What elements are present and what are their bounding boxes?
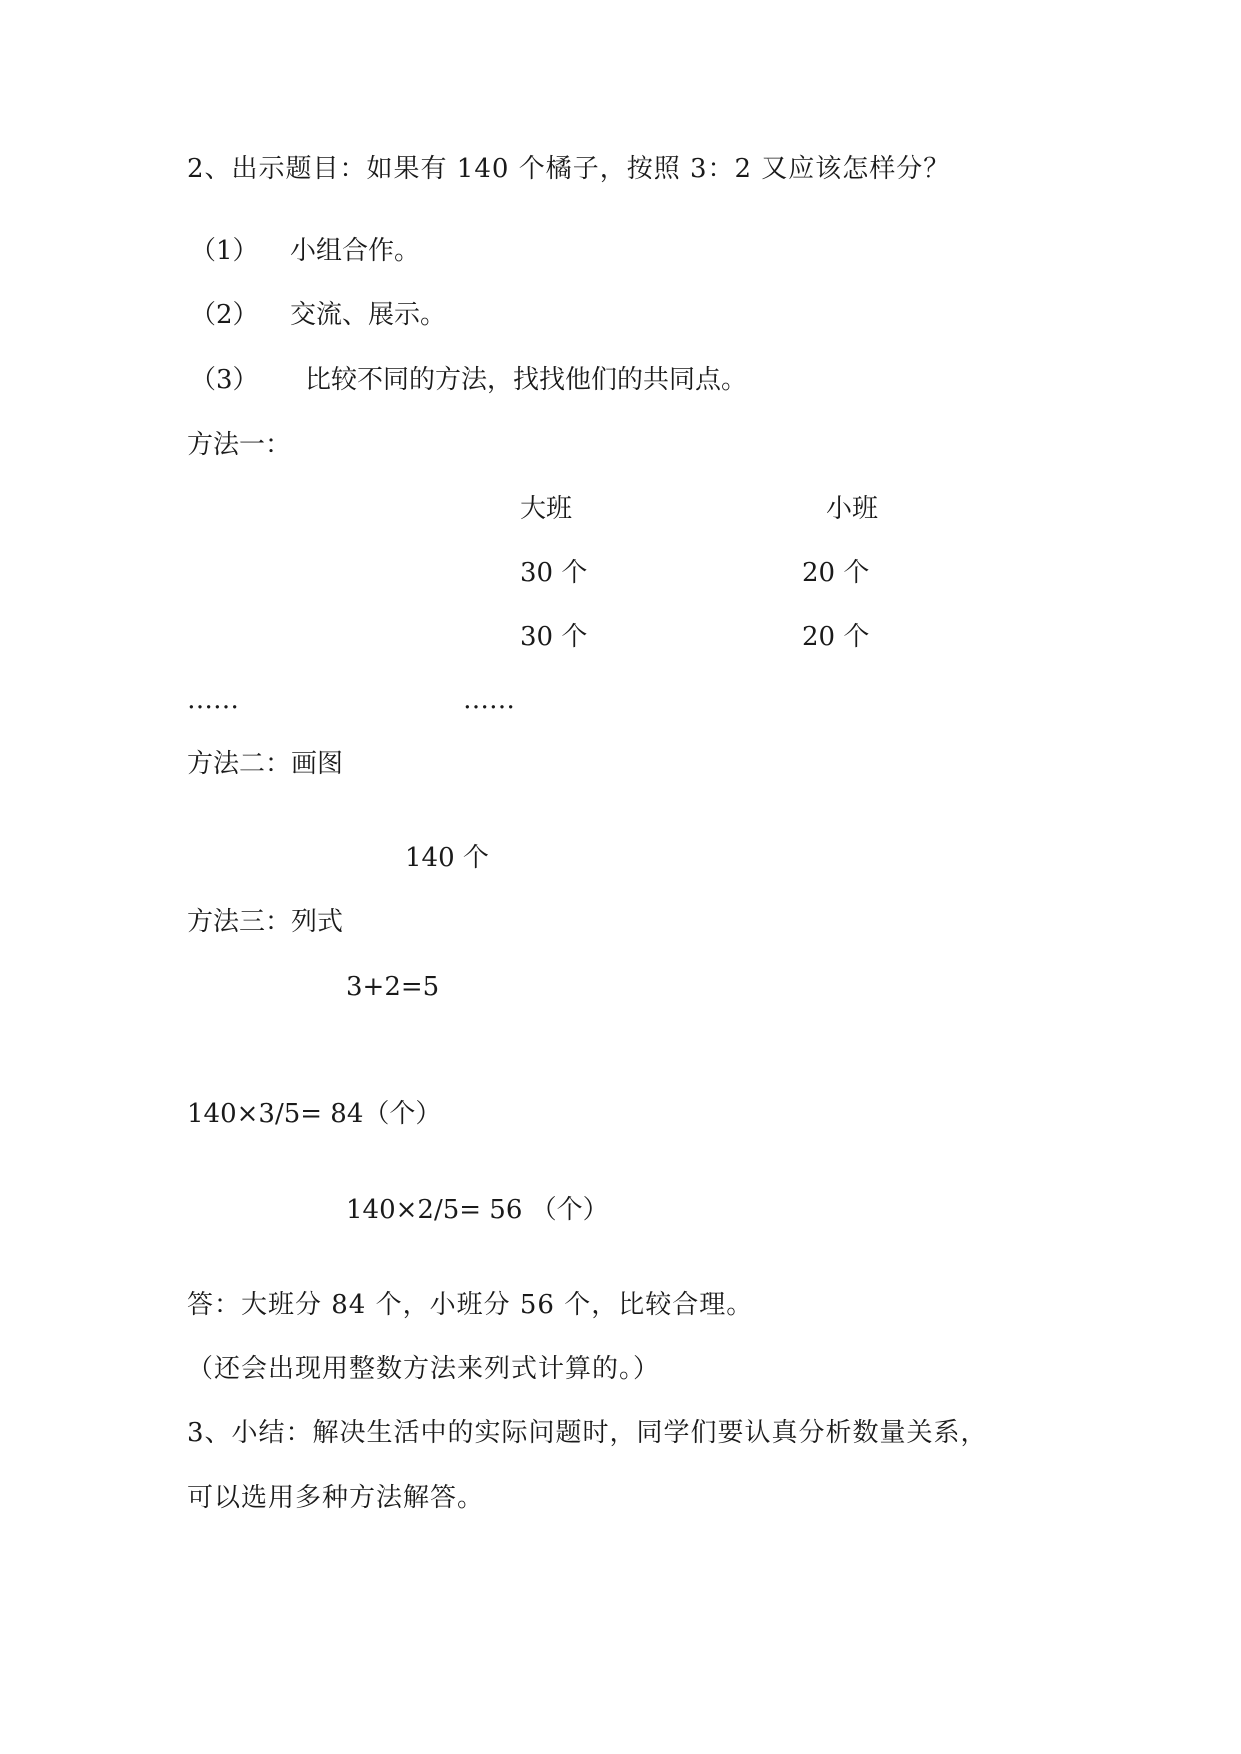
method1-ellipsis-right: …… [463,685,515,715]
step-1-text: 小组合作。 [290,236,421,266]
summary-line-2: 可以选用多种方法解答。 [187,1483,485,1513]
question-line: 2、出示题目：如果有 140 个橘子，按照 3：2 又应该怎样分？ [187,154,951,184]
method3-equation-1: 3+2=5 [346,972,440,1002]
method2-total: 140 个 [405,843,489,873]
method1-header-right: 小班 [826,494,879,524]
answer-line: 答：大班分 84 个，小班分 56 个，比较合理。 [187,1290,754,1320]
method3-equation-2: 140×3/5= 84（个） [187,1099,442,1129]
note-line: （还会出现用整数方法来列式计算的。） [187,1354,661,1384]
method2-label: 方法二：画图 [187,749,344,779]
method3-equation-3: 140×2/5= 56 （个） [346,1195,609,1225]
method1-ellipsis-left: …… [187,685,239,715]
method1-row-2-right: 20 个 [802,622,870,652]
step-2-number: （2） [190,300,259,330]
method1-row-1-left: 30 个 [520,558,588,588]
summary-line-1: 3、小结：解决生活中的实际问题时，同学们要认真分析数量关系， [187,1418,988,1448]
step-1-number: （1） [190,236,259,266]
method3-label: 方法三：列式 [187,907,344,937]
method1-header-left: 大班 [520,494,573,524]
step-2-text: 交流、展示。 [290,300,447,330]
method1-row-2-left: 30 个 [520,622,588,652]
method1-row-1-right: 20 个 [802,558,870,588]
step-3-number: （3） [190,365,259,395]
method1-label: 方法一： [187,430,292,460]
step-3-text: 比较不同的方法，找找他们的共同点。 [305,365,748,395]
